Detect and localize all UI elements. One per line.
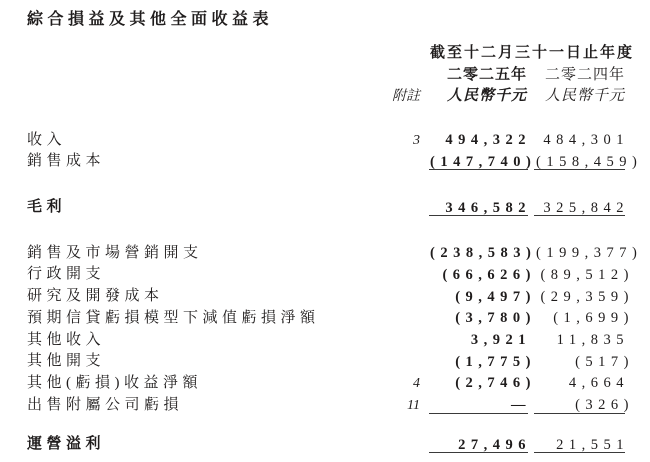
row-value-2024: 325,842 — [536, 201, 634, 216]
table-row-operating-profit — [0, 431, 650, 453]
row-label: 研究及開發成本 — [27, 288, 164, 305]
table-row-selling-marketing-expenses — [0, 239, 650, 261]
row-value-2025: (3,780) — [455, 310, 536, 327]
note-column-header: 附註 — [392, 89, 420, 104]
period-header: 截至十二月三十一日止年度 — [429, 45, 634, 61]
row-value-2025: — — [430, 398, 536, 413]
table-row-other-income — [0, 326, 650, 348]
spacer — [0, 104, 650, 126]
row-value-2025: 346,582 — [430, 201, 536, 216]
table-row-loss-on-disposal-subsidiary — [0, 391, 650, 413]
table-row-gross-profit — [0, 193, 650, 215]
row-label: 銷售及市場營銷開支 — [27, 244, 203, 261]
row-label: 運營溢利 — [27, 436, 106, 453]
table-row-other-expenses — [0, 348, 650, 370]
row-note: 3 — [413, 132, 420, 148]
row-value-2024: (517) — [575, 353, 634, 370]
unit-header-row — [0, 83, 650, 104]
row-value-2024: (199,377) — [536, 245, 643, 262]
row-value-2024: (158,459) — [536, 153, 643, 170]
income-statement-table — [0, 44, 650, 452]
row-value-2025: (2,746) — [455, 375, 536, 392]
row-label: 毛利 — [27, 199, 67, 216]
page-title: 綜合損益及其他全面收益表 — [27, 11, 274, 28]
table-row-research-development-costs — [0, 282, 650, 304]
table-row-revenue — [0, 126, 650, 148]
row-value-2025: (147,740) — [430, 153, 537, 170]
table-row-impairment-losses-ecl — [0, 304, 650, 326]
row-note: 11 — [407, 397, 420, 413]
row-value-2025: 27,496 — [430, 438, 536, 453]
row-label: 行政開支 — [27, 266, 106, 283]
column-header-2025: 二零二五年 — [446, 67, 527, 83]
row-label: 銷售成本 — [27, 153, 106, 170]
row-value-2025: 494,322 — [445, 132, 531, 149]
table-row-cost-of-sales — [0, 148, 650, 170]
row-value-2024: 484,301 — [543, 132, 629, 149]
table-row-other-gains-losses-net — [0, 369, 650, 391]
row-value-2024: (1,699) — [553, 310, 634, 327]
row-label: 收入 — [27, 131, 67, 148]
column-header-2024: 二零二四年 — [544, 67, 625, 83]
row-label: 預期信貸虧損模型下減值虧損淨額 — [27, 309, 320, 326]
row-value-2024: 21,551 — [536, 438, 634, 453]
currency-unit-2025: 人民幣千元 — [446, 88, 527, 104]
row-value-2025: 3,921 — [470, 332, 531, 348]
year-header-row — [0, 61, 650, 83]
row-label: 其他收入 — [27, 331, 106, 348]
row-label: 其他開支 — [27, 353, 106, 370]
row-label: 出售附屬公司虧損 — [27, 396, 184, 413]
row-value-2024: 4,664 — [568, 375, 629, 392]
row-value-2024: (326) — [536, 398, 634, 413]
row-value-2025: (66,626) — [442, 266, 536, 283]
row-value-2024: (29,359) — [540, 288, 634, 305]
currency-unit-2024: 人民幣千元 — [544, 88, 625, 104]
row-value-2024: 11,835 — [556, 332, 629, 348]
table-row-administrative-expenses — [0, 261, 650, 283]
row-value-2025: (9,497) — [455, 288, 536, 305]
row-note: 4 — [413, 375, 420, 391]
row-value-2024: (89,512) — [540, 266, 634, 283]
row-value-2025: (238,583) — [430, 245, 537, 262]
row-label: 其他(虧損)收益淨額 — [27, 374, 202, 391]
row-value-2025: (1,775) — [455, 353, 536, 370]
